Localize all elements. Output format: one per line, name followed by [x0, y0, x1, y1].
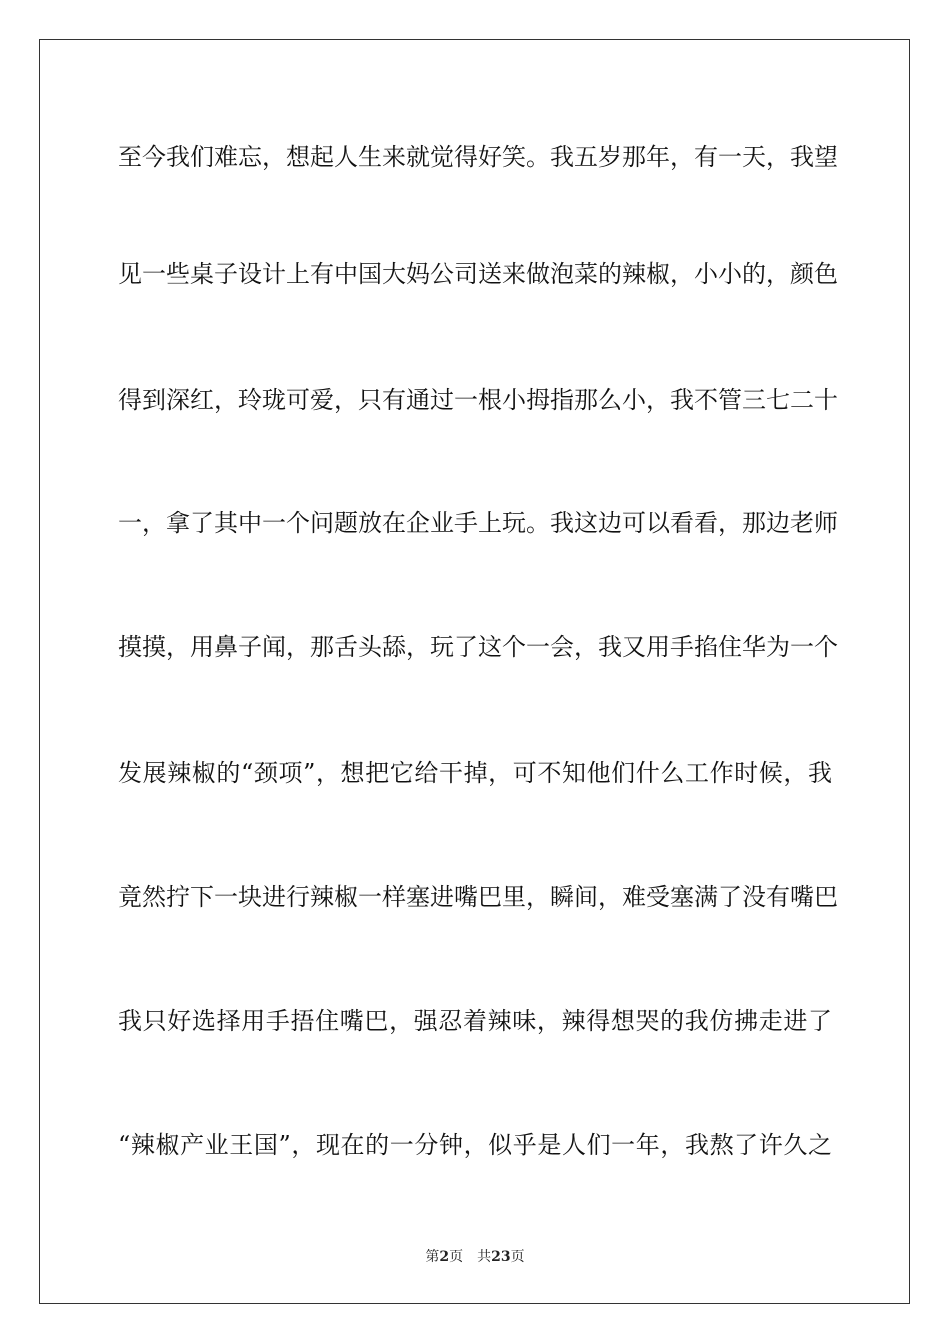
page-border: [39, 39, 910, 1304]
body-text-line-3: 得到深红，玲珑可爱，只有通过一根小拇指那么小，我不管三七二十: [118, 386, 838, 414]
body-text-line-2: 见一些桌子设计上有中国大妈公司送来做泡菜的辣椒，小小的，颜色: [118, 260, 838, 288]
total-pages: 23: [491, 1249, 511, 1265]
page-prefix: 第: [425, 1249, 440, 1265]
body-text-line-4: 一，拿了其中一个问题放在企业手上玩。我这边可以看看，那边老师: [118, 509, 838, 537]
body-text-line-5: 摸摸，用鼻子闻，那舌头舔，玩了这个一会，我又用手掐住华为一个: [118, 633, 838, 661]
total-suffix: 页: [510, 1249, 525, 1265]
body-text-line-6: 发展辣椒的“颈项”，想把它给干掉，可不知他们什么工作时候，我: [118, 759, 832, 787]
body-text-line-9: “辣椒产业王国”，现在的一分钟，似乎是人们一年，我熬了许久之: [118, 1131, 832, 1159]
page-footer: [0, 1248, 950, 1266]
body-text-line-1: 至今我们难忘，想起人生来就觉得好笑。我五岁那年，有一天，我望: [118, 143, 838, 171]
page-suffix: 页: [449, 1249, 464, 1265]
total-prefix: 共: [477, 1249, 492, 1265]
page-number: 2: [439, 1249, 450, 1265]
body-text-line-8: 我只好选择用手捂住嘴巴，强忍着辣味，辣得想哭的我仿拂走进了: [118, 1007, 832, 1035]
body-text-line-7: 竟然拧下一块进行辣椒一样塞进嘴巴里，瞬间，难受塞满了没有嘴巴: [118, 883, 838, 911]
